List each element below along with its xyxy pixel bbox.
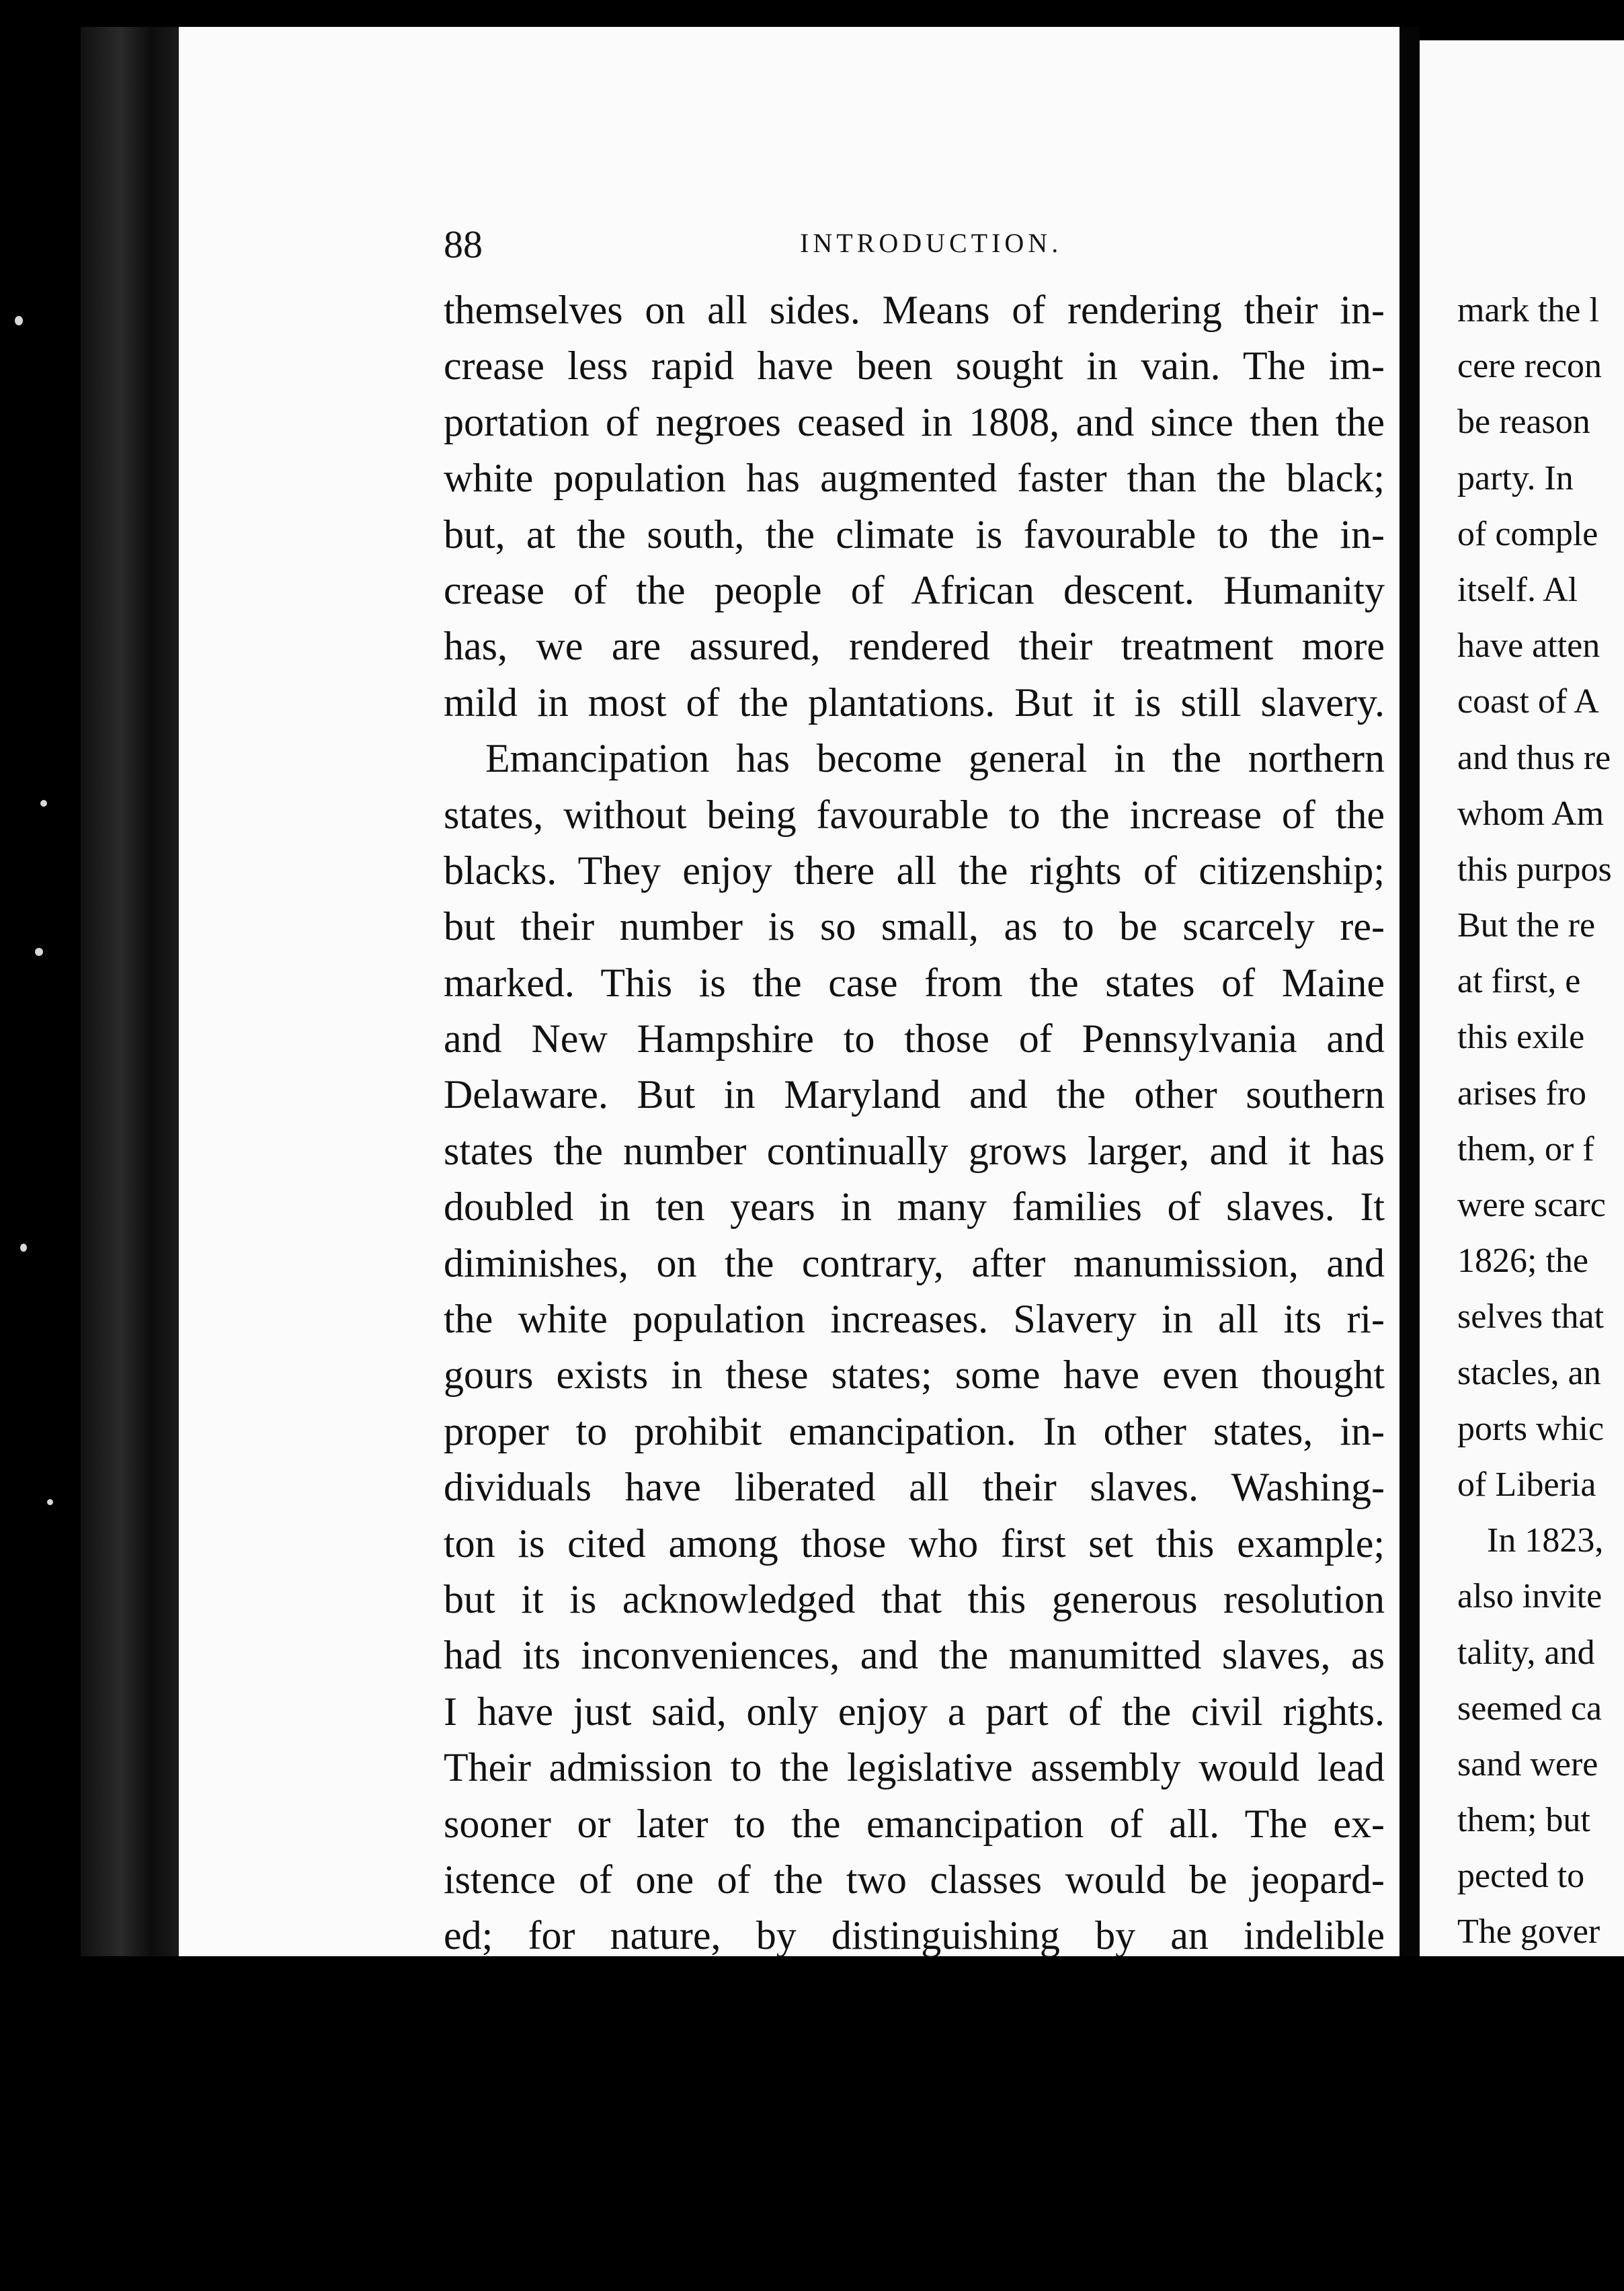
text-line: states the number continually grows larger, and it has (444, 1128, 1385, 1173)
text-line: them, or f (1457, 1129, 1594, 1168)
text-line: white population has augmented faster than the black; (444, 456, 1385, 501)
text-line: marked. This is the case from the states of Maine (444, 960, 1385, 1005)
text-line: ed; for nature, by distinguishing by an indelible (444, 1913, 1385, 1958)
text-line: of comple (1457, 514, 1598, 553)
text-line: dividuals have liberated all their slaves. Washing- (444, 1465, 1385, 1510)
page-header (444, 222, 1385, 269)
text-line: have atten (1457, 627, 1600, 666)
text-line: sooner or later to the emancipation of all. The ex- (444, 1801, 1385, 1846)
right-page-body-text (1457, 282, 1624, 1960)
text-line: also invite (1457, 1577, 1602, 1616)
text-line: But the re (1457, 906, 1596, 945)
text-line: ton is cited among those who first set this example; (444, 1521, 1385, 1566)
page-number: 88 (444, 223, 483, 266)
text-line: the white population increases. Slavery in all its ri- (444, 1297, 1385, 1342)
text-line: this purpos (1457, 850, 1612, 889)
text-line: mild in most of the plantations. But it is still slavery. (444, 680, 1385, 725)
scan-speck (40, 800, 47, 807)
text-line: mark the l (1457, 291, 1599, 329)
text-line: I have just said, only enjoy a part of the civil rights. (444, 1689, 1385, 1734)
scan-speck (35, 948, 43, 956)
left-page-body-text (444, 282, 1385, 1964)
text-line: but their number is so small, as to be scarcely re- (444, 904, 1385, 949)
scan-speck (47, 1499, 53, 1505)
text-line: pected to (1457, 1857, 1585, 1896)
text-line: at first, e (1457, 962, 1581, 1001)
page-gutter (1399, 27, 1420, 1956)
text-line: portation of negroes ceased in 1808, and since then the (444, 399, 1385, 444)
text-line: this exile (1457, 1018, 1585, 1057)
text-line: proper to prohibit emancipation. In other states, in- (444, 1408, 1385, 1453)
text-line: itself. Al (1457, 570, 1578, 609)
text-line: ports whic (1457, 1409, 1605, 1448)
text-line: blacks. They enjoy there all the rights of citizenship; (444, 848, 1385, 893)
text-line: had its inconveniences, and the manumitted slaves, as (444, 1633, 1385, 1678)
text-line: gours exists in these states; some have even thought (444, 1353, 1385, 1398)
text-line: crease less rapid have been sought in vain. The im- (444, 344, 1385, 389)
text-line: doubled in ten years in many families of slaves. It (444, 1184, 1385, 1230)
text-line: but it is acknowledged that this generous resolution (444, 1576, 1385, 1621)
text-line: cere recon (1457, 347, 1602, 386)
scan-speck (15, 316, 23, 325)
text-line: and New Hampshire to those of Pennsylvania and (444, 1016, 1385, 1061)
book-spine (81, 27, 181, 1956)
text-line: Delaware. But in Maryland and the other southern (444, 1072, 1385, 1117)
text-line: themselves on all sides. Means of rendering their in- (444, 288, 1385, 332)
text-line: were scarc (1457, 1186, 1606, 1224)
text-line: tality, and (1457, 1633, 1595, 1672)
text-line: istence of one of the two classes would be jeopard- (444, 1857, 1385, 1902)
text-line: crease of the people of African descent. Humanity (444, 567, 1385, 612)
text-line: diminishes, on the contrary, after manumission, and (444, 1240, 1385, 1285)
text-line: 1826; the (1457, 1242, 1588, 1281)
text-line: sand were (1457, 1744, 1598, 1783)
text-line: has, we are assured, rendered their treatment more (444, 624, 1385, 669)
text-line: party. In (1457, 458, 1574, 497)
scan-speck (20, 1244, 27, 1252)
text-line: states, without being favourable to the increase of the (444, 792, 1385, 837)
running-head: INTRODUCTION. (800, 228, 1063, 258)
text-line: stacles, an (1457, 1353, 1601, 1392)
text-line: of Liberia (1457, 1465, 1596, 1504)
text-line: whom Am (1457, 794, 1605, 833)
text-line: selves that (1457, 1297, 1605, 1336)
text-line: but, at the south, the climate is favourable to the in- (444, 512, 1385, 557)
text-line: The gover (1457, 1913, 1600, 1952)
text-line: and thus re (1457, 738, 1611, 777)
text-line: arises fro (1457, 1074, 1587, 1113)
text-line: coast of A (1457, 682, 1599, 721)
paragraph-start-line: In 1823, (1487, 1521, 1604, 1560)
text-line: Their admission to the legislative assembly would lead (444, 1745, 1385, 1790)
paragraph-start-line: Emancipation has become general in the northern (485, 736, 1385, 781)
text-line: seemed ca (1457, 1689, 1602, 1728)
text-line: them; but (1457, 1801, 1590, 1840)
text-line: be reason (1457, 403, 1590, 442)
